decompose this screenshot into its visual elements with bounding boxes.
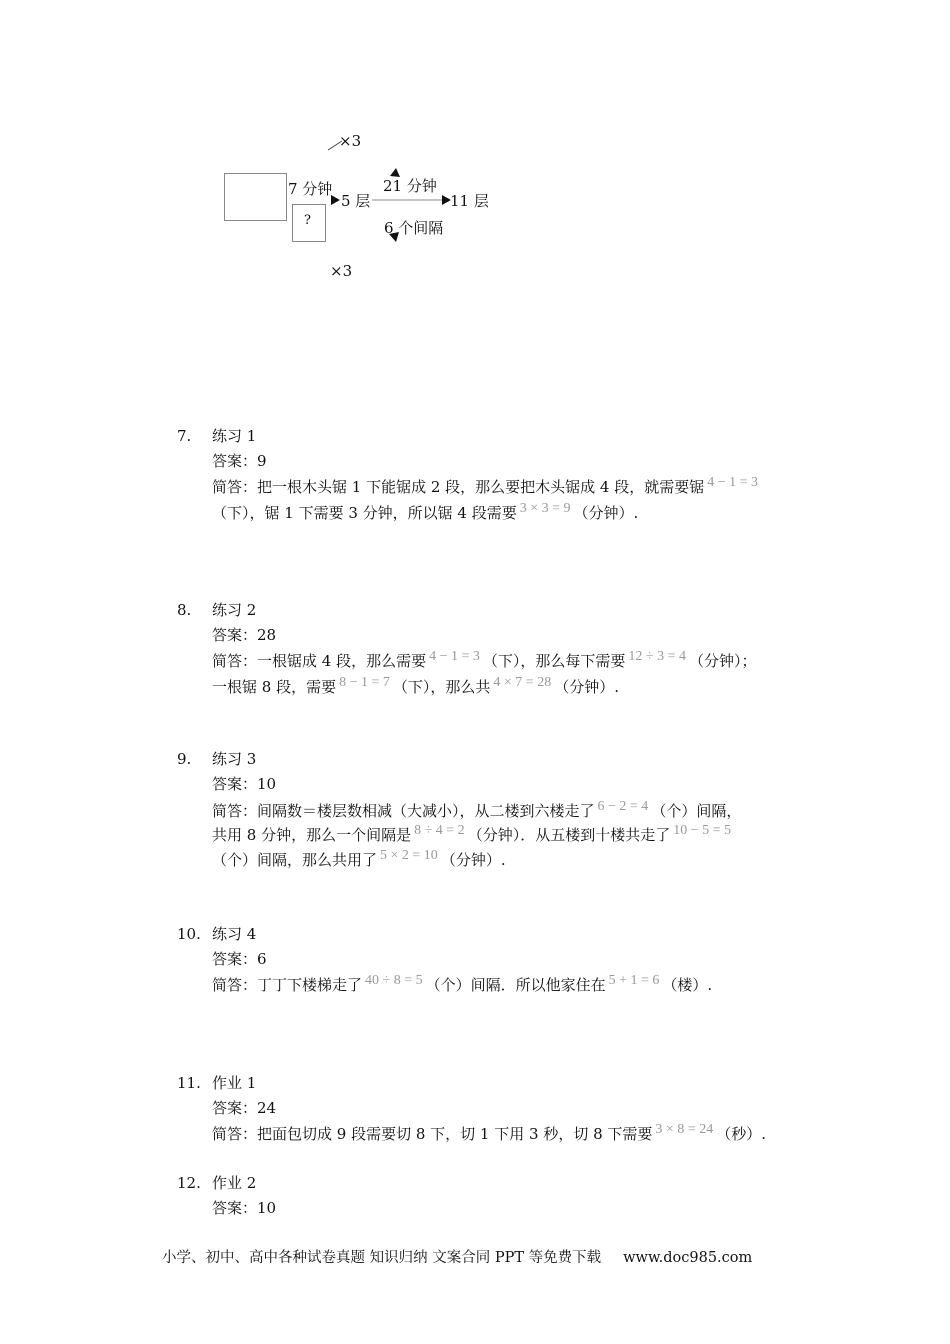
label-11f: 11 层 xyxy=(450,192,489,210)
formula: 4 − 1 = 3 xyxy=(707,475,759,490)
item-explain-line-2: 共用 8 分钟，那么一个间隔是 8 ÷ 4 = 2 （分钟）．从五楼到十楼共走了 10 − 5 = 5 xyxy=(212,823,731,844)
item-explain-line-1: 简答：间隔数＝楼层数相减（大减小），从二楼到六楼走了 6 − 2 = 4 （个）间隔， xyxy=(212,799,742,820)
item-title: 练习 1 xyxy=(212,427,257,445)
arrow-head-5f xyxy=(331,195,340,205)
item-number: 10. xyxy=(177,925,201,943)
item-explain-line-1: 简答：把一根木头锯 1 下能锯成 2 段，那么要把木头锯成 4 段，就需要锯 4 − 1 = 3 xyxy=(212,475,759,496)
footer-url[interactable]: www.doc985.com xyxy=(623,1250,753,1266)
formula: 40 ÷ 8 = 5 xyxy=(365,973,423,988)
item-title: 练习 2 xyxy=(212,601,257,619)
footer-text: 小学、初中、高中各种试卷真题 知识归纳 文案合同 PPT 等免费下载 xyxy=(162,1250,602,1266)
box-big xyxy=(224,173,287,221)
label-5f: 5 层 xyxy=(341,192,371,210)
formula: 8 ÷ 4 = 2 xyxy=(414,823,465,838)
item-number: 8. xyxy=(177,601,192,619)
formula: 3 × 8 = 24 xyxy=(655,1122,714,1137)
item-answer: 答案：10 xyxy=(212,775,277,793)
formula: 5 + 1 = 6 xyxy=(608,973,660,988)
formula: 10 − 5 = 5 xyxy=(673,823,731,838)
item-explain-line-1: 简答：一根锯成 4 段，那么需要 4 − 1 = 3 （下），那么每下需要 12 ÷ 3 = 4 （分钟）； xyxy=(212,649,757,670)
times-bottom-label: ×3 xyxy=(330,262,353,280)
label-6gap: 6 个间隔 xyxy=(384,219,444,237)
item-title: 作业 1 xyxy=(212,1074,257,1092)
item-number: 7. xyxy=(177,427,192,445)
item-answer: 答案：28 xyxy=(212,626,277,644)
diagram-lines xyxy=(0,0,950,300)
item-answer: 答案：10 xyxy=(212,1199,277,1217)
item-title: 作业 2 xyxy=(212,1174,257,1192)
item-title: 练习 3 xyxy=(212,750,257,768)
formula: 8 − 1 = 7 xyxy=(339,675,390,690)
formula: 12 ÷ 3 = 4 xyxy=(628,649,686,664)
item-number: 12. xyxy=(177,1174,201,1192)
item-explain-line-1: 简答：把面包切成 9 段需要切 8 下，切 1 下用 3 秒，切 8 下需要 3 × 8 = 24 （秒）. xyxy=(212,1122,766,1143)
times-top-label: ×3 xyxy=(339,132,362,150)
formula: 3 × 3 = 9 xyxy=(519,501,571,516)
item-title: 练习 4 xyxy=(212,925,257,943)
item-answer: 答案：24 xyxy=(212,1099,277,1117)
item-explain-line-2: （下），锯 1 下需要 3 分钟，所以锯 4 段需要 3 × 3 = 9 （分钟）. xyxy=(212,501,639,522)
footer xyxy=(162,1246,752,1267)
item-explain-line-2: 一根锯 8 段，需要 8 − 1 = 7 （下），那么共 4 × 7 = 28 （分钟）. xyxy=(212,675,619,696)
formula: 4 − 1 = 3 xyxy=(429,649,480,664)
formula: 6 − 2 = 4 xyxy=(597,799,649,814)
item-answer: 答案：6 xyxy=(212,950,267,968)
item-number: 9. xyxy=(177,750,192,768)
formula: 4 × 7 = 28 xyxy=(493,675,552,690)
item-answer: 答案：9 xyxy=(212,452,267,470)
box-question-text: ? xyxy=(304,213,311,228)
item-number: 11. xyxy=(177,1074,201,1092)
item-explain-line-1: 简答：丁丁下楼梯走了 40 ÷ 8 = 5 （个）间隔．所以他家住在 5 + 1 = 6 （楼）. xyxy=(212,973,713,994)
formula: 5 × 2 = 10 xyxy=(380,848,438,863)
label-7min: 7 分钟 xyxy=(288,180,333,198)
label-21min: 21 分钟 xyxy=(383,177,437,195)
item-explain-line-3: （个）间隔，那么共用了 5 × 2 = 10 （分钟）. xyxy=(212,848,506,869)
